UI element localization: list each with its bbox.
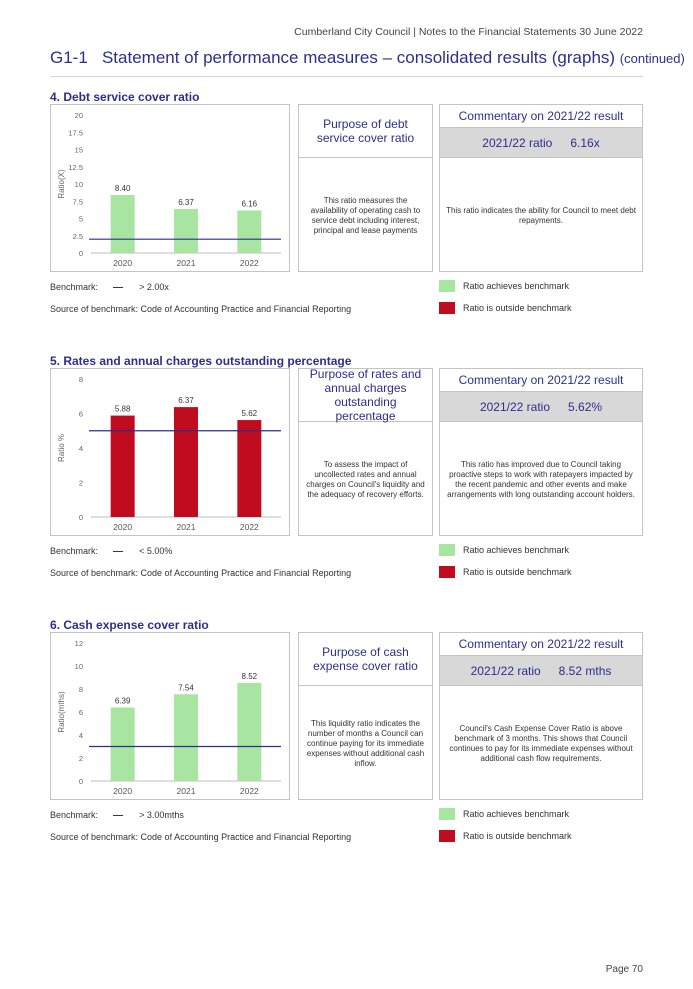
section-cash-expense-cover [50,618,643,858]
legend-outside [439,830,572,842]
benchmark-row [50,546,172,556]
bar-chart [51,369,291,537]
bar [237,210,261,253]
commentary-text: This ratio has improved due to Council taking proactive steps to work with ratepayers impacted by the recent pandemic and other events and make arrangements with long outstanding account holders. [447,460,635,499]
commentary-panel [439,632,643,800]
purpose-title: Purpose of rates and annual charges outstanding percentage [299,369,432,422]
ratio-value: 5.62% [568,399,603,414]
bar [111,195,135,253]
legend-green-swatch [439,808,455,820]
benchmark-source: Source of benchmark: Code of Accounting Practice and Financial Reporting [50,832,352,842]
y-tick-label: 12.5 [68,162,83,172]
benchmark-label: Benchmark: [50,546,99,556]
commentary-text: This ratio indicates the ability for Council to meet debt repayments. [446,206,636,225]
benchmark-value: < 5.00% [139,546,173,556]
ratio-label: 2021/22 ratio [479,399,551,414]
x-tick-label: 2022 [239,258,259,268]
y-tick-label: 0 [78,249,83,258]
y-tick-label: 5 [78,214,83,224]
purpose-panel [298,632,433,800]
legend-outside-label: Ratio is outside benchmark [463,567,572,577]
bar [174,407,198,517]
legend-red-swatch [439,302,455,314]
purpose-title: Purpose of cash expense cover ratio [299,633,432,686]
y-tick-label: 4 [78,731,83,740]
legend-achieves [439,808,569,820]
commentary-panel [439,368,643,536]
x-tick-label: 2020 [113,786,133,796]
title-divider [50,76,643,77]
y-tick-label: 8 [78,685,83,694]
y-tick-label: 20 [74,111,83,120]
bar-value-label: 6.16 [241,199,258,209]
purpose-panel [298,104,433,272]
legend-green-swatch [439,544,455,556]
benchmark-value: > 3.00mths [139,810,184,820]
benchmark-label: Benchmark: [50,282,99,292]
commentary-title: Commentary on 2021/22 result [458,637,624,651]
y-tick-label: 12 [74,639,83,648]
y-tick-label: 10 [74,662,83,671]
legend-outside-label: Ratio is outside benchmark [463,303,572,313]
commentary-panel [439,104,643,272]
purpose-text: This liquidity ratio indicates the number of months a Council can continue paying for its immediate expenses without additional cash inflow. [306,719,425,768]
legend-outside [439,302,572,314]
commentary-title: Commentary on 2021/22 result [458,373,624,387]
benchmark-line-swatch [113,815,123,817]
bar-value-label: 6.37 [178,198,194,208]
chart-debt-service-cover [50,104,290,272]
y-tick-label: 7.5 [72,197,83,207]
y-tick-label: 2 [78,754,83,763]
bar-value-label: 5.88 [114,404,131,414]
benchmark-line-swatch [113,287,123,289]
page-title [50,48,685,68]
y-tick-label: 2 [78,478,83,488]
ratio-summary [440,127,642,158]
section-rates-outstanding [50,354,643,594]
legend-achieves-label: Ratio achieves benchmark [463,281,570,291]
legend-achieves-label: Ratio achieves benchmark [463,809,570,819]
x-tick-label: 2022 [239,786,259,796]
purpose-panel [298,368,433,536]
bar [174,209,198,253]
ratio-label: 2021/22 ratio [470,663,541,678]
bar-value-label: 8.52 [241,672,258,682]
ratio-value: 8.52 mths [558,663,612,678]
y-tick-label: 8 [78,375,83,384]
legend-green-swatch [439,280,455,292]
benchmark-source: Source of benchmark: Code of Accounting Practice and Financial Reporting [50,304,352,314]
section-title: 6. Cash expense cover ratio [50,618,209,632]
bar-value-label: 7.54 [178,683,194,693]
bar-value-label: 5.62 [241,409,258,419]
chart-cash-expense-cover [50,632,290,800]
y-axis-label: Ratio(X) [57,169,66,199]
y-tick-label: 10 [74,180,83,189]
purpose-text: This ratio measures the availability of operating cash to service debt including interest, principal and lease payments [310,196,421,235]
bar [237,420,261,517]
y-axis-label: Ratio(mths) [57,691,66,733]
bar-chart [51,105,291,273]
benchmark-row [50,282,169,292]
bar [237,683,261,781]
benchmark-line-swatch [113,551,123,553]
page-title-code: G1-1 [50,48,88,67]
legend-outside-label: Ratio is outside benchmark [463,831,572,841]
purpose-title: Purpose of debt service cover ratio [299,105,432,158]
x-tick-label: 2021 [176,786,196,796]
purpose-text: To assess the impact of uncollected rates and annual charges on Council's liquidity and the adequacy of recovery efforts. [306,460,425,499]
legend-achieves [439,280,569,292]
benchmark-source: Source of benchmark: Code of Accounting Practice and Financial Reporting [50,568,352,578]
x-tick-label: 2020 [113,258,133,268]
y-tick-label: 17.5 [68,128,83,138]
page-title-text: Statement of performance measures – consolidated results (graphs) [101,48,616,67]
benchmark-value: > 2.00x [139,282,169,292]
y-tick-label: 0 [78,513,83,522]
page-title-continued: (continued) [619,51,685,66]
bar-chart [51,633,291,801]
commentary-title: Commentary on 2021/22 result [458,109,624,123]
bar [174,694,198,781]
bar-value-label: 8.40 [114,184,131,194]
y-tick-label: 6 [78,708,83,717]
section-title: 4. Debt service cover ratio [50,90,200,104]
legend-red-swatch [439,566,455,578]
x-tick-label: 2022 [239,522,259,532]
chart-rates-outstanding [50,368,290,536]
ratio-value: 6.16x [570,135,600,150]
y-tick-label: 4 [78,444,83,453]
bar [111,708,135,781]
y-axis-label: Ratio % [57,433,66,463]
legend-achieves-label: Ratio achieves benchmark [463,545,570,555]
legend-red-swatch [439,830,455,842]
bar-value-label: 6.37 [178,396,194,406]
y-tick-label: 0 [78,777,83,786]
page-number: Page 70 [605,964,643,975]
ratio-summary [440,655,642,686]
x-tick-label: 2021 [176,522,196,532]
x-tick-label: 2021 [176,258,196,268]
y-tick-label: 2.5 [72,231,83,241]
legend-outside [439,566,572,578]
x-tick-label: 2020 [113,522,133,532]
benchmark-label: Benchmark: [50,810,99,820]
y-tick-label: 15 [74,145,83,155]
bar-value-label: 6.39 [114,696,131,706]
legend-achieves [439,544,569,556]
y-tick-label: 6 [78,409,83,419]
commentary-text: Council's Cash Expense Cover Ratio is above benchmark of 3 months. This shows that Council continues to pay for its immediate expenses without additional cash flow requirements. [449,724,633,763]
ratio-summary [440,391,642,422]
benchmark-row [50,810,184,820]
section-debt-service-cover [50,90,643,330]
ratio-label: 2021/22 ratio [482,135,553,150]
document-header-note: Cumberland City Council | Notes to the Financial Statements 30 June 2022 [294,26,643,38]
section-title: 5. Rates and annual charges outstanding percentage [50,354,352,368]
